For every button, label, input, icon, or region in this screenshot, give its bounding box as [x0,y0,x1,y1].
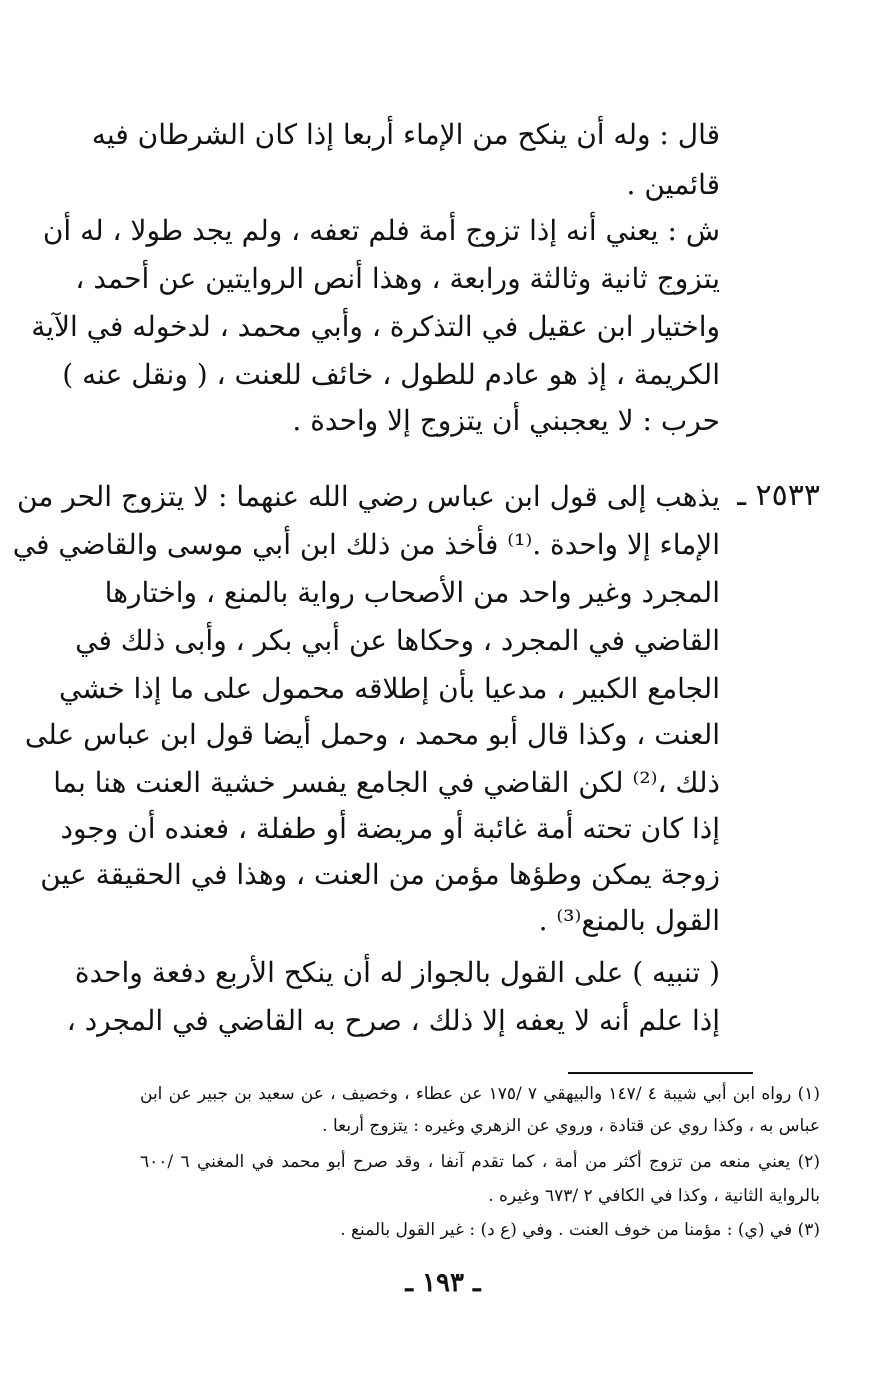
main-text-line: زوجة يمكن وطؤها مؤمن من العنت ، وهذا في الحقيقة عين [40,858,720,891]
main-text-line: ( تنبيه ) على القول بالجواز له أن ينكح الأربع دفعة واحدة [74,956,720,989]
footnote-line: (١) رواه ابن أبي شيبة ٤ /١٤٧ والبيهقي ٧ /١٧٥ عن عطاء ، وخصيف ، عن سعيد بن جبير عن ابن [140,1084,820,1104]
main-text-line: ذلك ،⁽²⁾ لكن القاضي في الجامع يفسر خشية العنت هنا بما [53,766,720,799]
footnote-line: عباس به ، وكذا روي عن قتادة ، وروي عن الزهري وغيره : يتزوج أربعا . [322,1116,820,1136]
main-text-line: العنت ، وكذا قال أبو محمد ، وحمل أيضا قول ابن عباس على [24,718,720,751]
main-text-line: إذا كان تحته أمة غائبة أو مريضة أو طفلة ، فعنده أن وجود [60,812,720,845]
main-text-line: واختيار ابن عقيل في التذكرة ، وأبي محمد ، لدخوله في الآية [31,310,720,343]
main-text-line: يتزوج ثانية وثالثة ورابعة ، وهذا أنص الروايتين عن أحمد ، [75,262,720,295]
main-text-line: قال : وله أن ينكح من الإماء أربعا إذا كان الشرطان فيه [91,118,720,151]
page-number: ـ ١٩٣ ـ [405,1268,481,1298]
main-text-line: الجامع الكبير ، مدعيا بأن إطلاقه محمول على ما إذا خشي [59,672,720,705]
main-text-line: القول بالمنع⁽³⁾ . [538,904,720,937]
main-text-line: ش : يعني أنه إذا تزوج أمة فلم تعفه ، ولم يجد طولا ، له أن [42,214,720,247]
paragraph-number: ٢٥٣٣ ـ [737,478,820,513]
main-text-line: إذا علم أنه لا يعفه إلا ذلك ، صرح به القاضي في المجرد ، [66,1004,720,1037]
footnote-line: بالرواية الثانية ، وكذا في الكافي ٢ /٦٧٣ وغيره . [488,1186,820,1206]
main-text-line: يذهب إلى قول ابن عباس رضي الله عنهما : لا يتزوج الحر من [17,480,720,513]
main-text-line: قائمين . [626,168,720,201]
main-text-line: القاضي في المجرد ، وحكاها عن أبي بكر ، وأبى ذلك في [75,624,720,657]
main-text-line: المجرد وغير واحد من الأصحاب رواية بالمنع ، واختارها [104,576,720,609]
footnote-line: (٢) يعني منعه من تزوج أكثر من أمة ، كما تقدم آنفا ، وقد صرح أبو محمد في المغني ٦ /٦٠٠ [140,1152,820,1172]
main-text-line: الإماء إلا واحدة .⁽¹⁾ فأخذ من ذلك ابن أبي موسى والقاضي في [12,528,720,561]
footnote-line: (٣) في (ي) : مؤمنا من خوف العنت . وفي (ع د) : غير القول بالمنع . [340,1220,820,1240]
main-text-line: حرب : لا يعجبني أن يتزوج إلا واحدة . [292,404,720,437]
footnote-separator [568,1072,753,1074]
main-text-line: الكريمة ، إذ هو عادم للطول ، خائف للعنت ، ( ونقل عنه ) [62,358,720,391]
